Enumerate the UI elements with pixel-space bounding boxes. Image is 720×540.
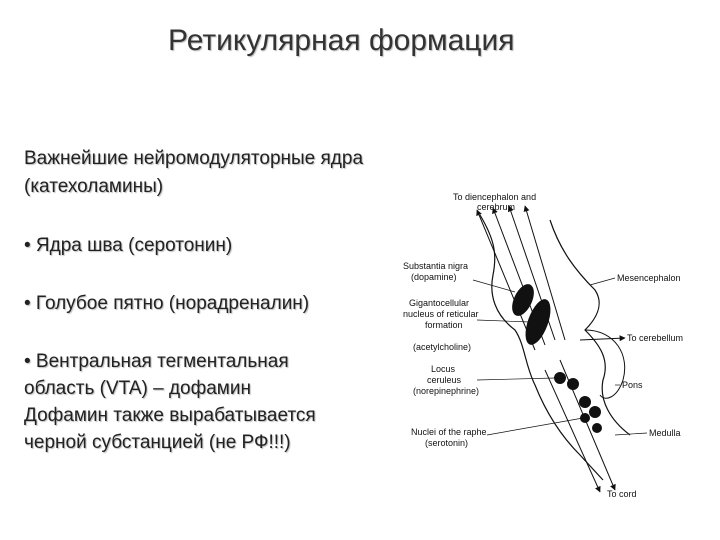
leader-line	[477, 320, 530, 322]
fiber-arrow	[560, 360, 615, 490]
label-cord: To cord	[607, 489, 637, 499]
bullet-vta-line-1: • Вентральная тегментальная	[24, 351, 289, 372]
leader-line	[615, 433, 647, 435]
bullet-locus: • Голубое пятно (норадреналин)	[24, 293, 310, 314]
leader-line	[590, 278, 615, 285]
subtitle-line-1: Важнейшие нейромодуляторные ядра	[24, 148, 364, 169]
label-diencephalon: cerebrum	[477, 202, 516, 212]
label-gigantocellular: formation	[425, 320, 463, 330]
label-gigantocellular: nucleus of reticular	[403, 309, 479, 319]
label-locus: ceruleus	[427, 375, 462, 385]
leader-line	[487, 418, 583, 435]
label-mesencephalon: Mesencephalon	[617, 273, 681, 283]
label-cerebellum: To cerebellum	[627, 333, 684, 343]
brainstem-diagram	[385, 180, 720, 500]
label-diencephalon: To diencephalon and	[453, 192, 537, 202]
label-substantia-nigra: (dopamine)	[411, 272, 457, 282]
cerebellum-arrow	[580, 338, 625, 340]
raphe-nucleus	[589, 406, 601, 418]
brainstem-outline	[480, 215, 603, 480]
raphe-nucleus	[592, 423, 602, 433]
label-substantia-nigra: Substantia nigra	[403, 261, 469, 271]
slide-title: Ретикулярная формация	[168, 24, 515, 57]
raphe-nucleus	[579, 396, 591, 408]
subtitle-line-2: (катехоламины)	[24, 176, 164, 197]
bullet-vta-line-2: область (VTA) – дофамин	[24, 378, 251, 399]
bullet-vta-line-3: Дофамин также вырабатывается	[24, 405, 316, 426]
locus-ceruleus-nucleus	[567, 378, 579, 390]
leader-line	[477, 378, 555, 380]
label-gigantocellular: Gigantocellular	[409, 298, 470, 308]
bullet-vta-line-4: черной субстанцией (не РФ!!!)	[24, 432, 291, 453]
label-raphe: (serotonin)	[425, 438, 469, 448]
label-raphe: Nuclei of the raphe	[411, 427, 487, 437]
label-locus: (norepinephrine)	[413, 386, 480, 396]
bullet-raphe: • Ядра шва (серотонин)	[24, 235, 233, 256]
label-medulla: Medulla	[649, 428, 681, 438]
locus-ceruleus-nucleus	[554, 372, 566, 384]
label-locus: Locus	[431, 364, 456, 374]
label-pons: Pons	[622, 380, 643, 390]
label-gigantocellular: (acetylcholine)	[413, 342, 472, 352]
